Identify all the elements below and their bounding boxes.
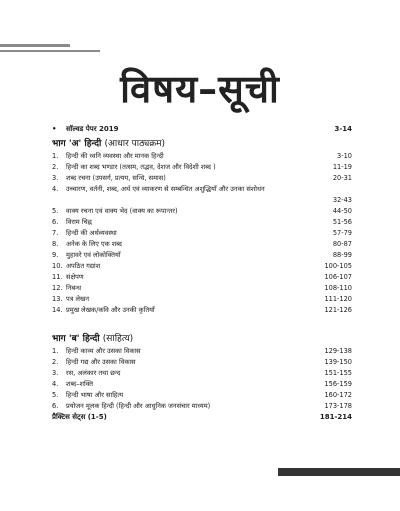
- toc-entry-pages: 100-105: [324, 262, 352, 270]
- toc-entry[interactable]: [52, 346, 352, 357]
- toc-entry-number: 13.: [52, 295, 63, 303]
- decorative-rule-bottom: [278, 468, 400, 476]
- toc-entry[interactable]: [52, 272, 352, 283]
- toc-entry-pages: 173-178: [324, 402, 352, 410]
- toc-entry-label: उच्चारण, वर्तनी, शब्द, अर्थ एवं व्याकरण से सम्बन्धित अशुद्धियाँ और उनका संशोधन: [66, 185, 265, 193]
- toc-entry-pages: 106-107: [324, 273, 352, 281]
- toc-entry-number: 3.: [52, 174, 59, 182]
- toc-entry-label: प्रमुख लेखक/कवि और उनकी कृतियाँ: [66, 306, 155, 314]
- section-heading-a-bold: भाग 'अ' हिन्दी: [52, 139, 102, 149]
- toc-entry[interactable]: [52, 357, 352, 368]
- bullet: •: [52, 125, 57, 133]
- toc-entry-label: सॉल्वड पेपर 2019: [66, 125, 119, 133]
- toc-entry-pages: 57-79: [332, 229, 352, 237]
- toc-entry[interactable]: [52, 283, 352, 294]
- toc-entry-pages: 139-150: [324, 358, 352, 366]
- toc-entry[interactable]: [52, 173, 352, 184]
- toc-entry[interactable]: [52, 401, 352, 412]
- toc-entry[interactable]: [52, 184, 352, 206]
- toc-entry-number: 12.: [52, 284, 63, 292]
- toc-entry-label: निबन्ध: [66, 284, 82, 292]
- toc-entry-number: 4.: [52, 185, 59, 193]
- toc-entry-label: अनेक के लिए एक शब्द: [66, 240, 122, 248]
- spacer: [52, 316, 352, 330]
- toc-entry[interactable]: [52, 162, 352, 173]
- toc-entry-pages: 11-19: [332, 163, 352, 171]
- table-of-contents: [52, 124, 352, 423]
- toc-entry[interactable]: [52, 379, 352, 390]
- toc-entry-number: 3.: [52, 369, 59, 377]
- toc-entry-number: 9.: [52, 251, 59, 259]
- toc-entry-label: प्रैक्टिस सेट्स (1-5): [52, 413, 107, 421]
- toc-entry-number: 5.: [52, 207, 59, 215]
- toc-entry-pages: 32-43: [332, 196, 352, 204]
- toc-entry-label: संक्षेपण: [66, 273, 84, 281]
- decorative-rule-top: [0, 44, 70, 47]
- toc-entry[interactable]: [52, 239, 352, 250]
- toc-entry[interactable]: [52, 206, 352, 217]
- toc-entry[interactable]: [52, 217, 352, 228]
- toc-entry-label: पत्र लेखन: [66, 295, 90, 303]
- toc-entry-number: 2.: [52, 358, 59, 366]
- toc-entry-label: प्रयोजन मूलक हिन्दी (हिन्दी और आधुनिक जनसंचार माध्यम): [66, 402, 211, 410]
- section-a-list: [52, 151, 352, 316]
- toc-entry-solved-paper[interactable]: [52, 124, 352, 135]
- toc-entry-pages: 121-126: [324, 306, 352, 314]
- toc-entry-number: 2.: [52, 163, 59, 171]
- toc-entry[interactable]: [52, 261, 352, 272]
- section-heading-a-subtitle: (आधार पाठ्यक्रम): [104, 139, 166, 149]
- toc-entry-number: 4.: [52, 380, 59, 388]
- toc-entry-pages: 151-155: [324, 369, 352, 377]
- toc-entry-pages: 3-14: [334, 125, 352, 133]
- toc-entry-pages: 181-214: [319, 413, 352, 421]
- toc-entry-label: हिन्दी भाषा और साहित्य: [66, 391, 124, 399]
- toc-entry-number: 14.: [52, 306, 63, 314]
- toc-entry-label: रस, अलंकार तथा छन्द: [66, 369, 121, 377]
- section-b-list: [52, 346, 352, 412]
- toc-entry-number: 10.: [52, 262, 63, 270]
- section-heading-b-bold: भाग 'ब' हिन्दी: [52, 334, 100, 344]
- toc-entry-pages: 51-56: [332, 218, 352, 226]
- toc-entry[interactable]: [52, 305, 352, 316]
- toc-entry-pages: 20-31: [332, 174, 352, 182]
- toc-entry-label: अपठित गद्यांश: [66, 262, 101, 270]
- section-heading-b-subtitle: (साहित्य): [102, 334, 134, 344]
- toc-entry-number: 6.: [52, 218, 59, 226]
- toc-entry-pages: 160-172: [324, 391, 352, 399]
- toc-entry-label: शब्द रचना (उपसर्ग, प्रत्यय, सन्धि, समास): [66, 174, 166, 182]
- toc-entry-pages: 156-159: [324, 380, 352, 388]
- toc-entry-label: वाक्य रचना एवं वाक्य भेद (वाक्य का रूपान्तर): [66, 207, 178, 215]
- toc-entry-label: हिन्दी की अर्थव्यवस्था: [66, 229, 117, 237]
- toc-entry-label: शब्द–शक्ति: [66, 380, 93, 388]
- toc-entry-practice-sets[interactable]: [52, 412, 352, 423]
- toc-entry-pages: 129-138: [324, 347, 352, 355]
- toc-entry-pages: 80-87: [332, 240, 352, 248]
- toc-entry-number: 8.: [52, 240, 59, 248]
- toc-entry[interactable]: [52, 368, 352, 379]
- toc-entry-pages: 88-99: [332, 251, 352, 259]
- toc-entry-number: 11.: [52, 273, 63, 281]
- toc-entry-number: 7.: [52, 229, 59, 237]
- toc-entry-number: 5.: [52, 391, 59, 399]
- section-heading-b: [52, 332, 352, 346]
- toc-entry-label: हिन्दी का शब्द भण्डार (तत्सम, तद्भव, देशज और विदेशी शब्द ): [66, 163, 216, 171]
- toc-entry-pages: 111-120: [324, 295, 352, 303]
- toc-entry-label: विराम चिह्न: [66, 218, 92, 226]
- toc-entry-number: 1.: [52, 347, 59, 355]
- toc-entry-number: 1.: [52, 152, 59, 160]
- toc-entry[interactable]: [52, 228, 352, 239]
- toc-entry-pages: 108-110: [324, 284, 352, 292]
- toc-entry[interactable]: [52, 151, 352, 162]
- toc-entry[interactable]: [52, 294, 352, 305]
- toc-entry-label: हिन्दी गद्य और उसका विकास: [66, 358, 136, 366]
- toc-entry-pages: 44-50: [332, 207, 352, 215]
- toc-entry-pages: 3-10: [337, 152, 352, 160]
- section-heading-a: [52, 137, 352, 151]
- toc-entry[interactable]: [52, 390, 352, 401]
- decorative-rule-top-second: [0, 50, 100, 52]
- toc-entry-number: 6.: [52, 402, 59, 410]
- toc-entry[interactable]: [52, 250, 352, 261]
- toc-entry-label: हिन्दी की ध्वनि व्यवस्था और मानक हिन्दी: [66, 152, 164, 160]
- toc-entry-label: मुहावरे एवं लोकोक्तियाँ: [66, 251, 121, 259]
- toc-entry-label: हिन्दी काव्य और उसका विकास: [66, 347, 141, 355]
- page-title: विषय–सूची: [120, 67, 280, 111]
